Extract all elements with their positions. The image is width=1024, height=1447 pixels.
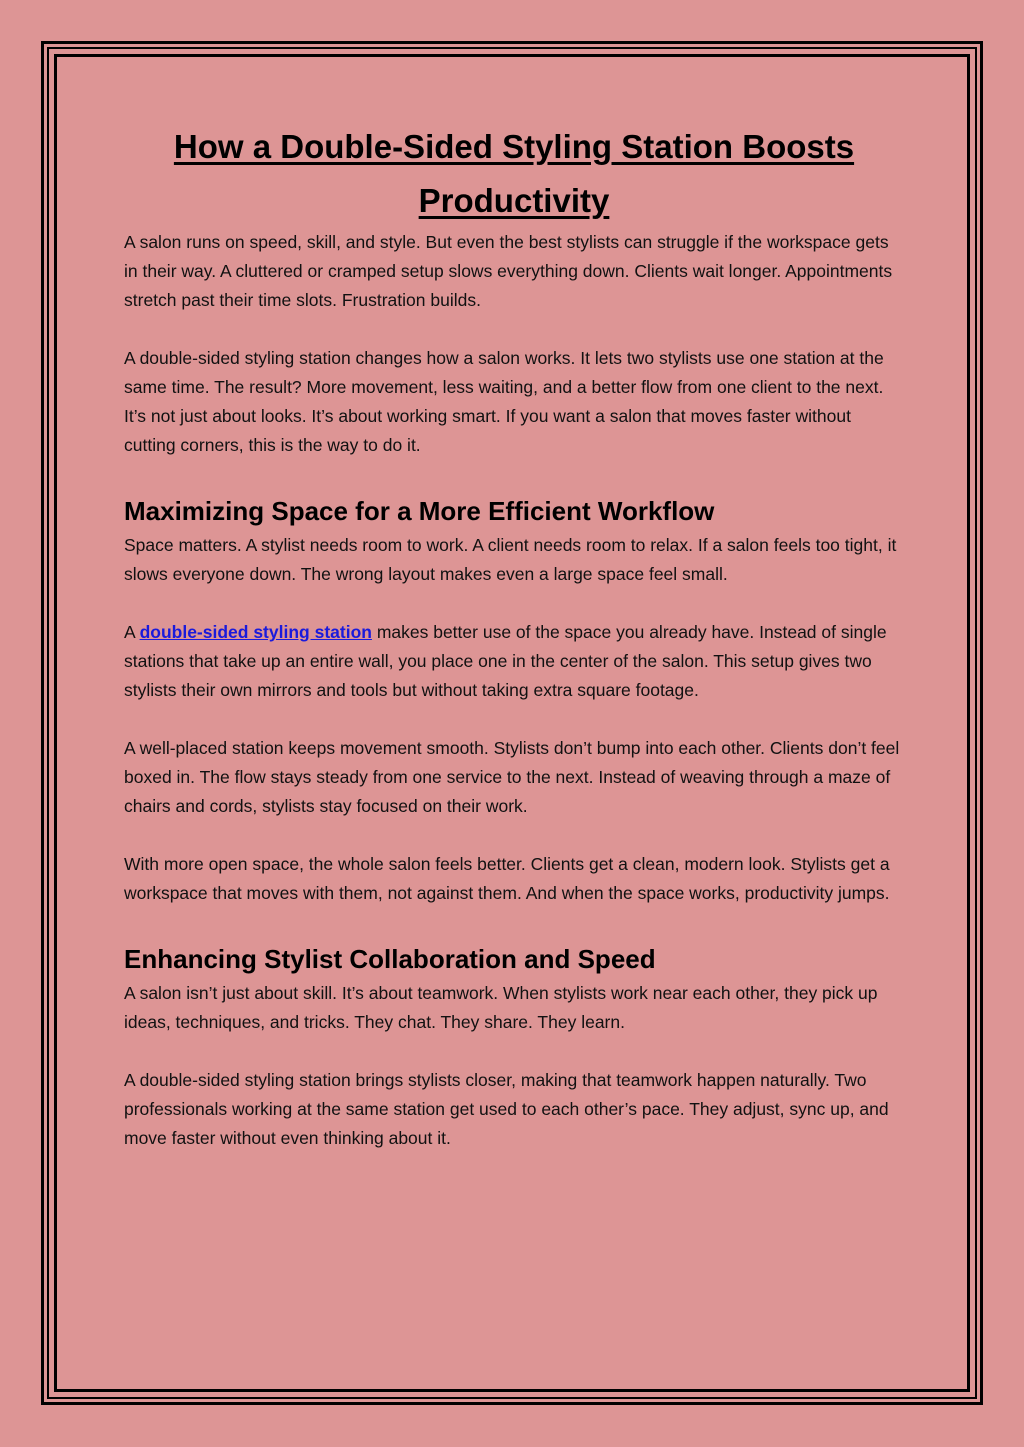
- collaboration-paragraph-1: A salon isn’t just about skill. It’s about teamwork. When stylists work near each other, they pick up ideas, techniques, and tricks. They chat. They share. They learn.: [124, 983, 878, 1032]
- section-heading-collaboration: Enhancing Stylist Collaboration and Speed: [124, 944, 656, 974]
- page-title: How a Double-Sided Styling Station Boosts Productivity: [173, 128, 855, 219]
- space-paragraph-3: A well-placed station keeps movement smooth. Stylists don’t bump into each other. Clients don’t feel boxed in. The flow stays steady from one service to the next. Instead of weaving through a maze of chairs and cords, stylists stay focused on their work.: [124, 738, 900, 816]
- space-paragraph-1: Space matters. A stylist needs room to work. A client needs room to relax. If a salon feels too tight, it slows everyone down. The wrong layout makes even a large space feel small.: [124, 535, 897, 584]
- section-heading-space: Maximizing Space for a More Efficient Workflow: [124, 496, 715, 526]
- space-paragraph-4: With more open space, the whole salon feels better. Clients get a clean, modern look. Stylists get a workspace that moves with them, not against them. And when the space works, productivity jumps.: [124, 854, 890, 903]
- collaboration-paragraph-2: A double-sided styling station brings stylists closer, making that teamwork happen naturally. Two professionals working at the same station get used to each other’s pace. They adjust, sync up, and move faster without even thinking about it.: [124, 1070, 889, 1148]
- link-prefix-text: A: [124, 622, 140, 642]
- space-paragraph-2: [124, 618, 904, 705]
- intro-paragraph-1: A salon runs on speed, skill, and style. But even the best stylists can struggle if the workspace gets in their way. A cluttered or cramped setup slows everything down. Clients wait longer. Appointments stretch past their time slots. Frustration builds.: [124, 232, 893, 310]
- styling-station-link[interactable]: double-sided styling station: [139, 622, 372, 642]
- link-suffix-text: makes better use of the space you already have. Instead of single stations that take up an entire wall, you place one in the center of the salon. This setup gives two stylists their own mirrors and tools but without taking extra square footage.: [124, 622, 887, 700]
- document-body: [124, 120, 904, 1153]
- intro-paragraph-2: A double-sided styling station changes how a salon works. It lets two stylists use one station at the same time. The result? More movement, less waiting, and a better flow from one client to the next. It’s not just about looks. It’s about working smart. If you want a salon that moves faster without cutting corners, this is the way to do it.: [124, 348, 884, 455]
